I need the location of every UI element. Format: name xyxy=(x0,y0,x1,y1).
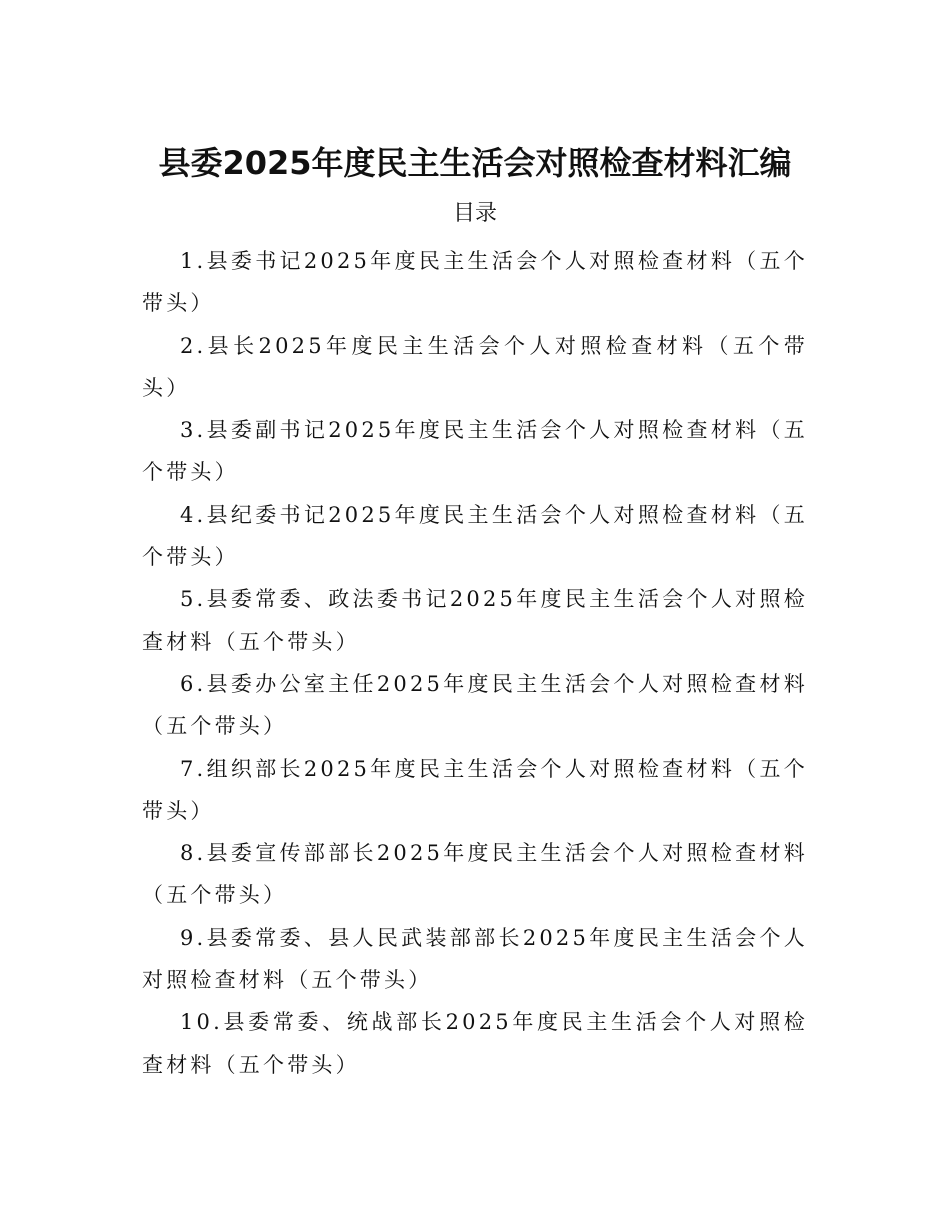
toc-item-2[interactable]: 2.县长2025年度民主生活会个人对照检查材料（五个带头） xyxy=(142,333,808,400)
toc-item-5[interactable]: 5.县委常委、政法委书记2025年度民主生活会个人对照检查材料（五个带头） xyxy=(142,587,808,654)
toc-item-9[interactable]: 9.县委常委、县人民武装部部长2025年度民主生活会个人对照检查材料（五个带头） xyxy=(142,925,808,993)
toc-item-7[interactable]: 7.组织部长2025年度民主生活会个人对照检查材料（五个带头） xyxy=(142,756,808,823)
document-title: 县委2025年度民主生活会对照检查材料汇编 xyxy=(158,144,792,182)
toc-heading: 目录 xyxy=(452,201,497,226)
toc-item-8[interactable]: 8.县委宣传部部长2025年度民主生活会个人对照检查材料（五个带头） xyxy=(142,841,808,908)
toc-item-6[interactable]: 6.县委办公室主任2025年度民主生活会个人对照检查材料（五个带头） xyxy=(142,671,808,739)
toc-item-3[interactable]: 3.县委副书记2025年度民主生活会个人对照检查材料（五个带头） xyxy=(142,418,808,485)
toc-item-10[interactable]: 10.县委常委、统战部长2025年度民主生活会个人对照检查材料（五个带头） xyxy=(142,1010,808,1077)
toc-item-1[interactable]: 1.县委书记2025年度民主生活会个人对照检查材料（五个带头） xyxy=(142,249,808,316)
toc-item-4[interactable]: 4.县纪委书记2025年度民主生活会个人对照检查材料（五个带头） xyxy=(142,502,808,570)
table-of-contents xyxy=(142,240,808,1086)
